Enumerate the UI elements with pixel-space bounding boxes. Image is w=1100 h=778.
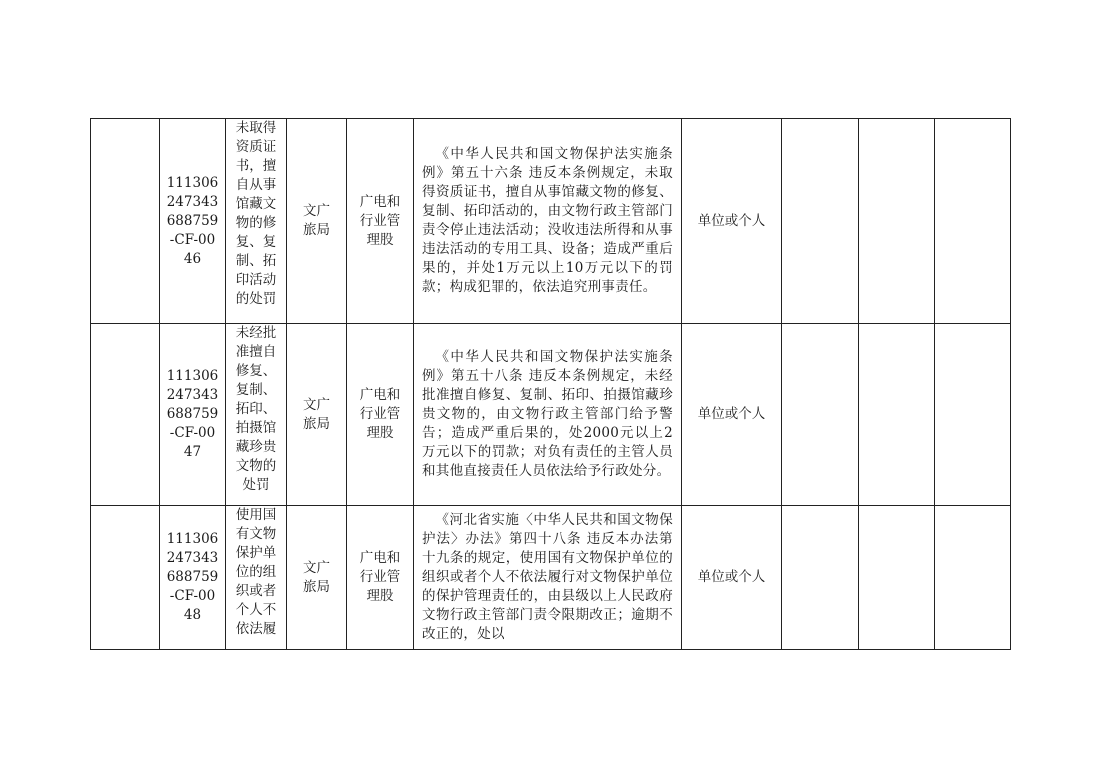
extra-cell xyxy=(859,119,935,324)
legal-basis-cell xyxy=(414,119,682,324)
target-cell: 单位或个人 xyxy=(682,119,782,324)
penalty-items-table xyxy=(90,118,1011,650)
extra-cell xyxy=(782,324,859,506)
item-name-text: 使用国有文物保护单位的组织或者个人不依法履 xyxy=(235,507,277,637)
unit-cell: 广电和行业管理股 xyxy=(347,324,414,506)
item-code-cell: 111306247343688759-CF-0046 xyxy=(160,119,226,324)
legal-basis-cell xyxy=(414,506,682,650)
extra-cell xyxy=(935,119,1011,324)
table-row xyxy=(91,506,1011,650)
table-row xyxy=(91,119,1011,324)
table-row xyxy=(91,324,1011,506)
department-cell: 文广旅局 xyxy=(287,119,347,324)
seq-cell xyxy=(91,119,160,324)
target-cell: 单位或个人 xyxy=(682,324,782,506)
seq-cell xyxy=(91,324,160,506)
unit-cell: 广电和行业管理股 xyxy=(347,506,414,650)
extra-cell xyxy=(935,324,1011,506)
unit-cell: 广电和行业管理股 xyxy=(347,119,414,324)
target-cell: 单位或个人 xyxy=(682,506,782,650)
item-name-cell xyxy=(226,506,287,650)
item-name-text: 未取得资质证书，擅自从事馆藏文物的修复、复制、拓印活动的处罚 xyxy=(235,120,277,307)
seq-cell xyxy=(91,506,160,650)
legal-basis-cell xyxy=(414,324,682,506)
extra-cell xyxy=(859,324,935,506)
extra-cell xyxy=(859,506,935,650)
item-name-cell xyxy=(226,119,287,324)
legal-basis-text: 《河北省实施〈中华人民共和国文物保护法〉办法》第四十八条 违反本办法第十九条的规定，使用国有文物保护单位的组织或者个人不依法履行对文物保护单位的保护管理责任的，由县级以上人民政府文物行政主管部门责令限期改正；逾期不改正的，处以 xyxy=(422,512,673,642)
item-code-cell: 111306247343688759-CF-0047 xyxy=(160,324,226,506)
department-cell: 文广旅局 xyxy=(287,506,347,650)
extra-cell xyxy=(782,506,859,650)
legal-basis-text: 《中华人民共和国文物保护法实施条例》第五十六条 违反本条例规定，未取得资质证书，擅自从事馆藏文物的修复、复制、拓印活动的，由文物行政主管部门责令停止违法活动；没收违法所得和从事违法活动的专用工具、设备；造成严重后果的，并处1万元以上10万元以下的罚款；构成犯罪的，依法追究刑事责任。 xyxy=(422,146,673,295)
item-code-cell: 111306247343688759-CF-0048 xyxy=(160,506,226,650)
department-cell: 文广旅局 xyxy=(287,324,347,506)
extra-cell xyxy=(935,506,1011,650)
extra-cell xyxy=(782,119,859,324)
legal-basis-text: 《中华人民共和国文物保护法实施条例》第五十八条 违反本条例规定，未经批准擅自修复、复制、拓印、拍摄馆藏珍贵文物的，由文物行政主管部门给予警告；造成严重后果的，处2000元以上2万元以下的罚款；对负有责任的主管人员和其他直接责任人员依法给予行政处分。 xyxy=(422,349,673,479)
item-name-text: 未经批准擅自修复、复制、拓印、拍摄馆藏珍贵文物的处罚 xyxy=(235,325,277,493)
item-name-cell xyxy=(226,324,287,506)
